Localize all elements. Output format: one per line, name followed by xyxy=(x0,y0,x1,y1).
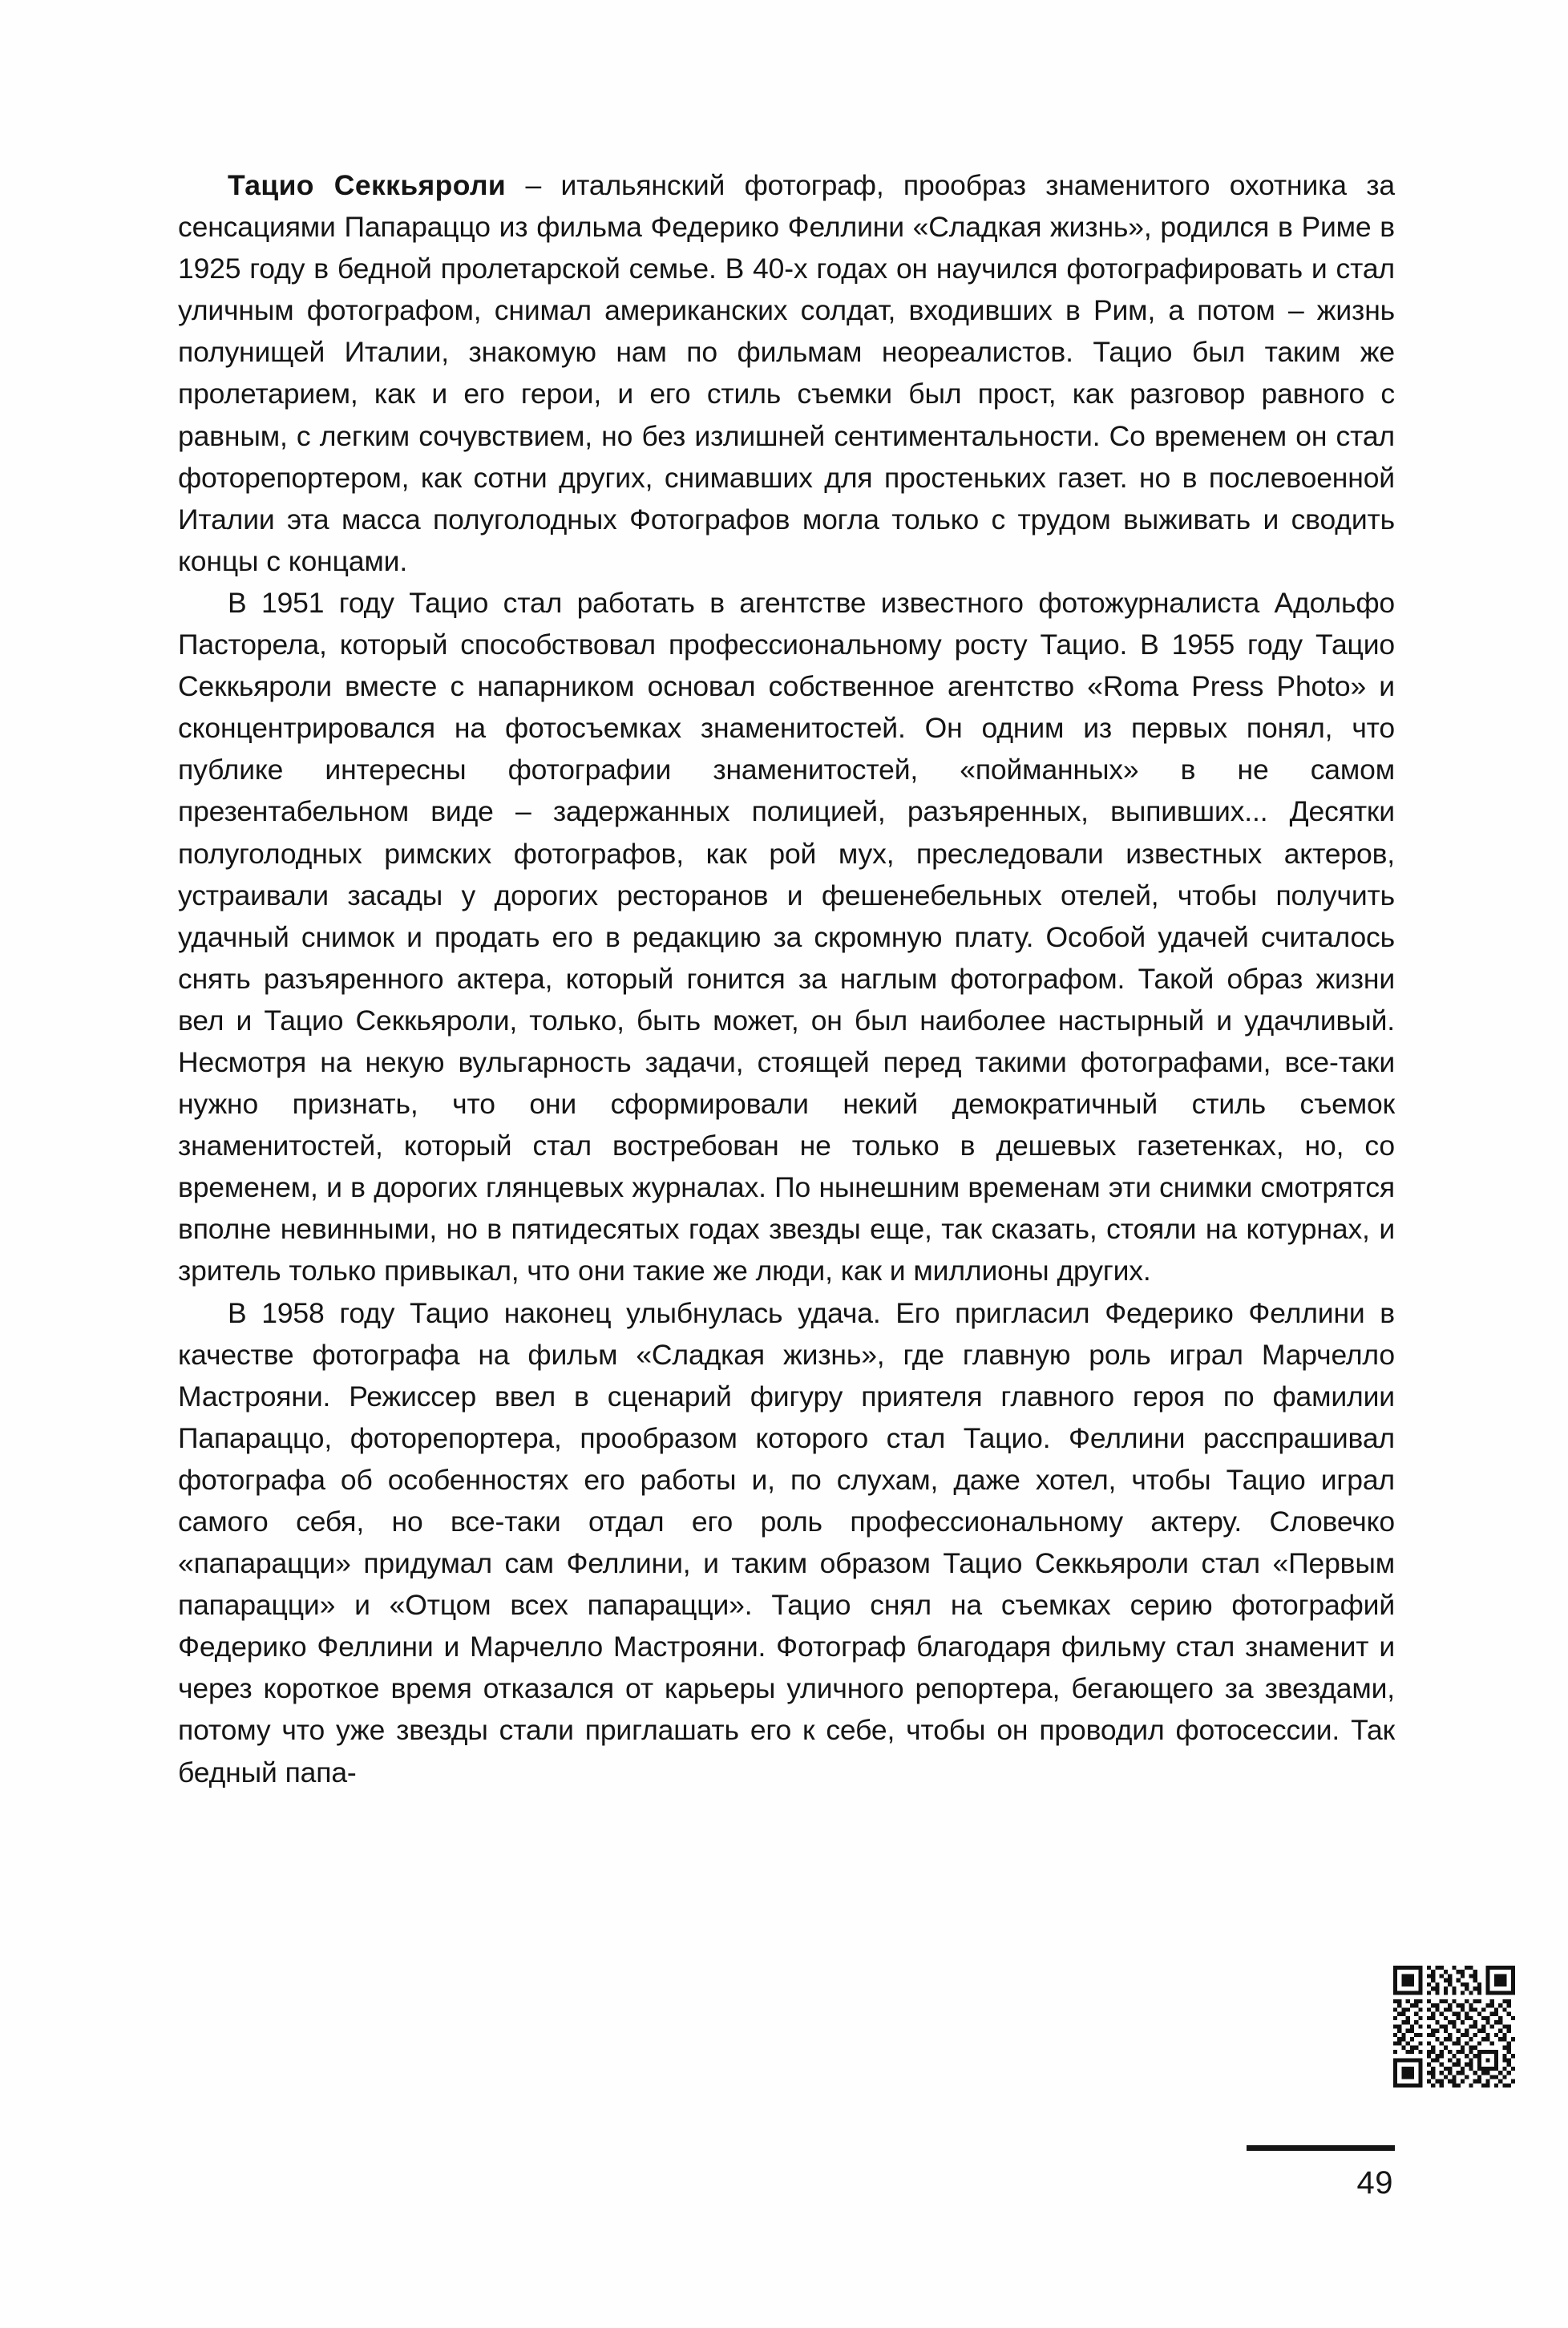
paragraph-2 xyxy=(178,582,1395,1292)
page-footer xyxy=(1235,2145,1395,2202)
paragraph-1 xyxy=(178,164,1395,582)
paragraph-1-text: – итальянский фотограф, прообраз знаменитого охотника за сенсациями Папараццо из фильма Федерико Феллини «Сладкая жизнь», родился в Риме в 1925 году в бедной пролетарской семье. В 40-х годах он научился фотографировать и стал уличным фотографом, снимал американских солдат, входивших в Рим, а потом – жизнь полунищей Италии, знакомую нам по фильмам неореалистов. Тацио был таким же пролетарием, как и его герои, и его стиль съемки был прост, как разговор равного с равным, с легким сочувствием, но без излишней сентиментальности. Со временем он стал фоторепортером, как сотни других, снимавших для простеньких газет. но в послевоенной Италии эта масса полуголодных Фотографов могла только с трудом выживать и сводить концы с концами. xyxy=(178,169,1395,577)
footer-divider xyxy=(1247,2145,1395,2151)
paragraph-3 xyxy=(178,1292,1395,1793)
paragraph-2-text: В 1951 году Тацио стал работать в агентстве известного фотожурналиста Адольфо Пасторела, который способствовал профессиональному росту Тацио. В 1955 году Тацио Секкьяроли вместе с напарником основал собственное агентство «Roma Press Photo» и сконцентрировался на фотосъемках знаменитостей. Он одним из первых понял, что публике интересны фотографии знаменитостей, «пойманных» в не самом презентабельном виде – задержанных полицией, разъяренных, выпивших... Десятки полуголодных римских фотографов, как рой мух, преследовали известных актеров, устраивали засады у дорогих ресторанов и фешенебельных отелей, чтобы получить удачный снимок и продать его в редакцию за скромную плату. Особой удачей считалось снять разъяренного актера, который гонится за наглым фотографом. Такой образ жизни вел и Тацио Секкьяроли, только, быть может, он был наиболее настырный и удачливый. Несмотря на некую вульгарность задачи, стоящей перед такими фотографами, все-таки нужно признать, что они сформировали некий демократичный стиль съемок знаменитостей, который стал востребован не только в дешевых газетенках, но, со временем, и в дорогих глянцевых журналах. По нынешним временам эти снимки смотрятся вполне невинными, но в пятидесятых годах звезды еще, так сказать, стояли на котурнах, и зритель только привыкал, что они такие же люди, как и миллионы других. xyxy=(178,586,1395,1287)
body-text-column xyxy=(178,164,1395,1793)
qr-code-icon xyxy=(1393,1966,1515,2088)
paragraph-3-text: В 1958 году Тацио наконец улыбнулась удача. Его пригласил Федерико Феллини в качестве фотографа на фильм «Сладкая жизнь», где главную роль играл Марчелло Мастрояни. Режиссер ввел в сценарий фигуру приятеля главного героя по фамилии Папараццо, фоторепортера, прообразом которого стал Тацио. Феллини расспрашивал фотографа об особенностях его работы и, по слухам, даже хотел, чтобы Тацио играл самого себя, но все-таки отдал его роль профессиональному актеру. Словечко «папарацци» придумал сам Феллини, и таким образом Тацио Секкьяроли стал «Первым папарацци» и «Отцом всех папарацци». Тацио снял на съемках серию фотографий Федерико Феллини и Марчелло Мастрояни. Фотограф благодаря фильму стал знаменит и через короткое время отказался от карьеры уличного репортера, бегающего за звездами, потому что уже звезды стали приглашать его к себе, чтобы он проводил фотосессии. Так бедный папа- xyxy=(178,1296,1395,1788)
page-number: 49 xyxy=(1356,2165,1393,2201)
lead-subject-name: Тацио Секкьяроли xyxy=(228,169,507,201)
